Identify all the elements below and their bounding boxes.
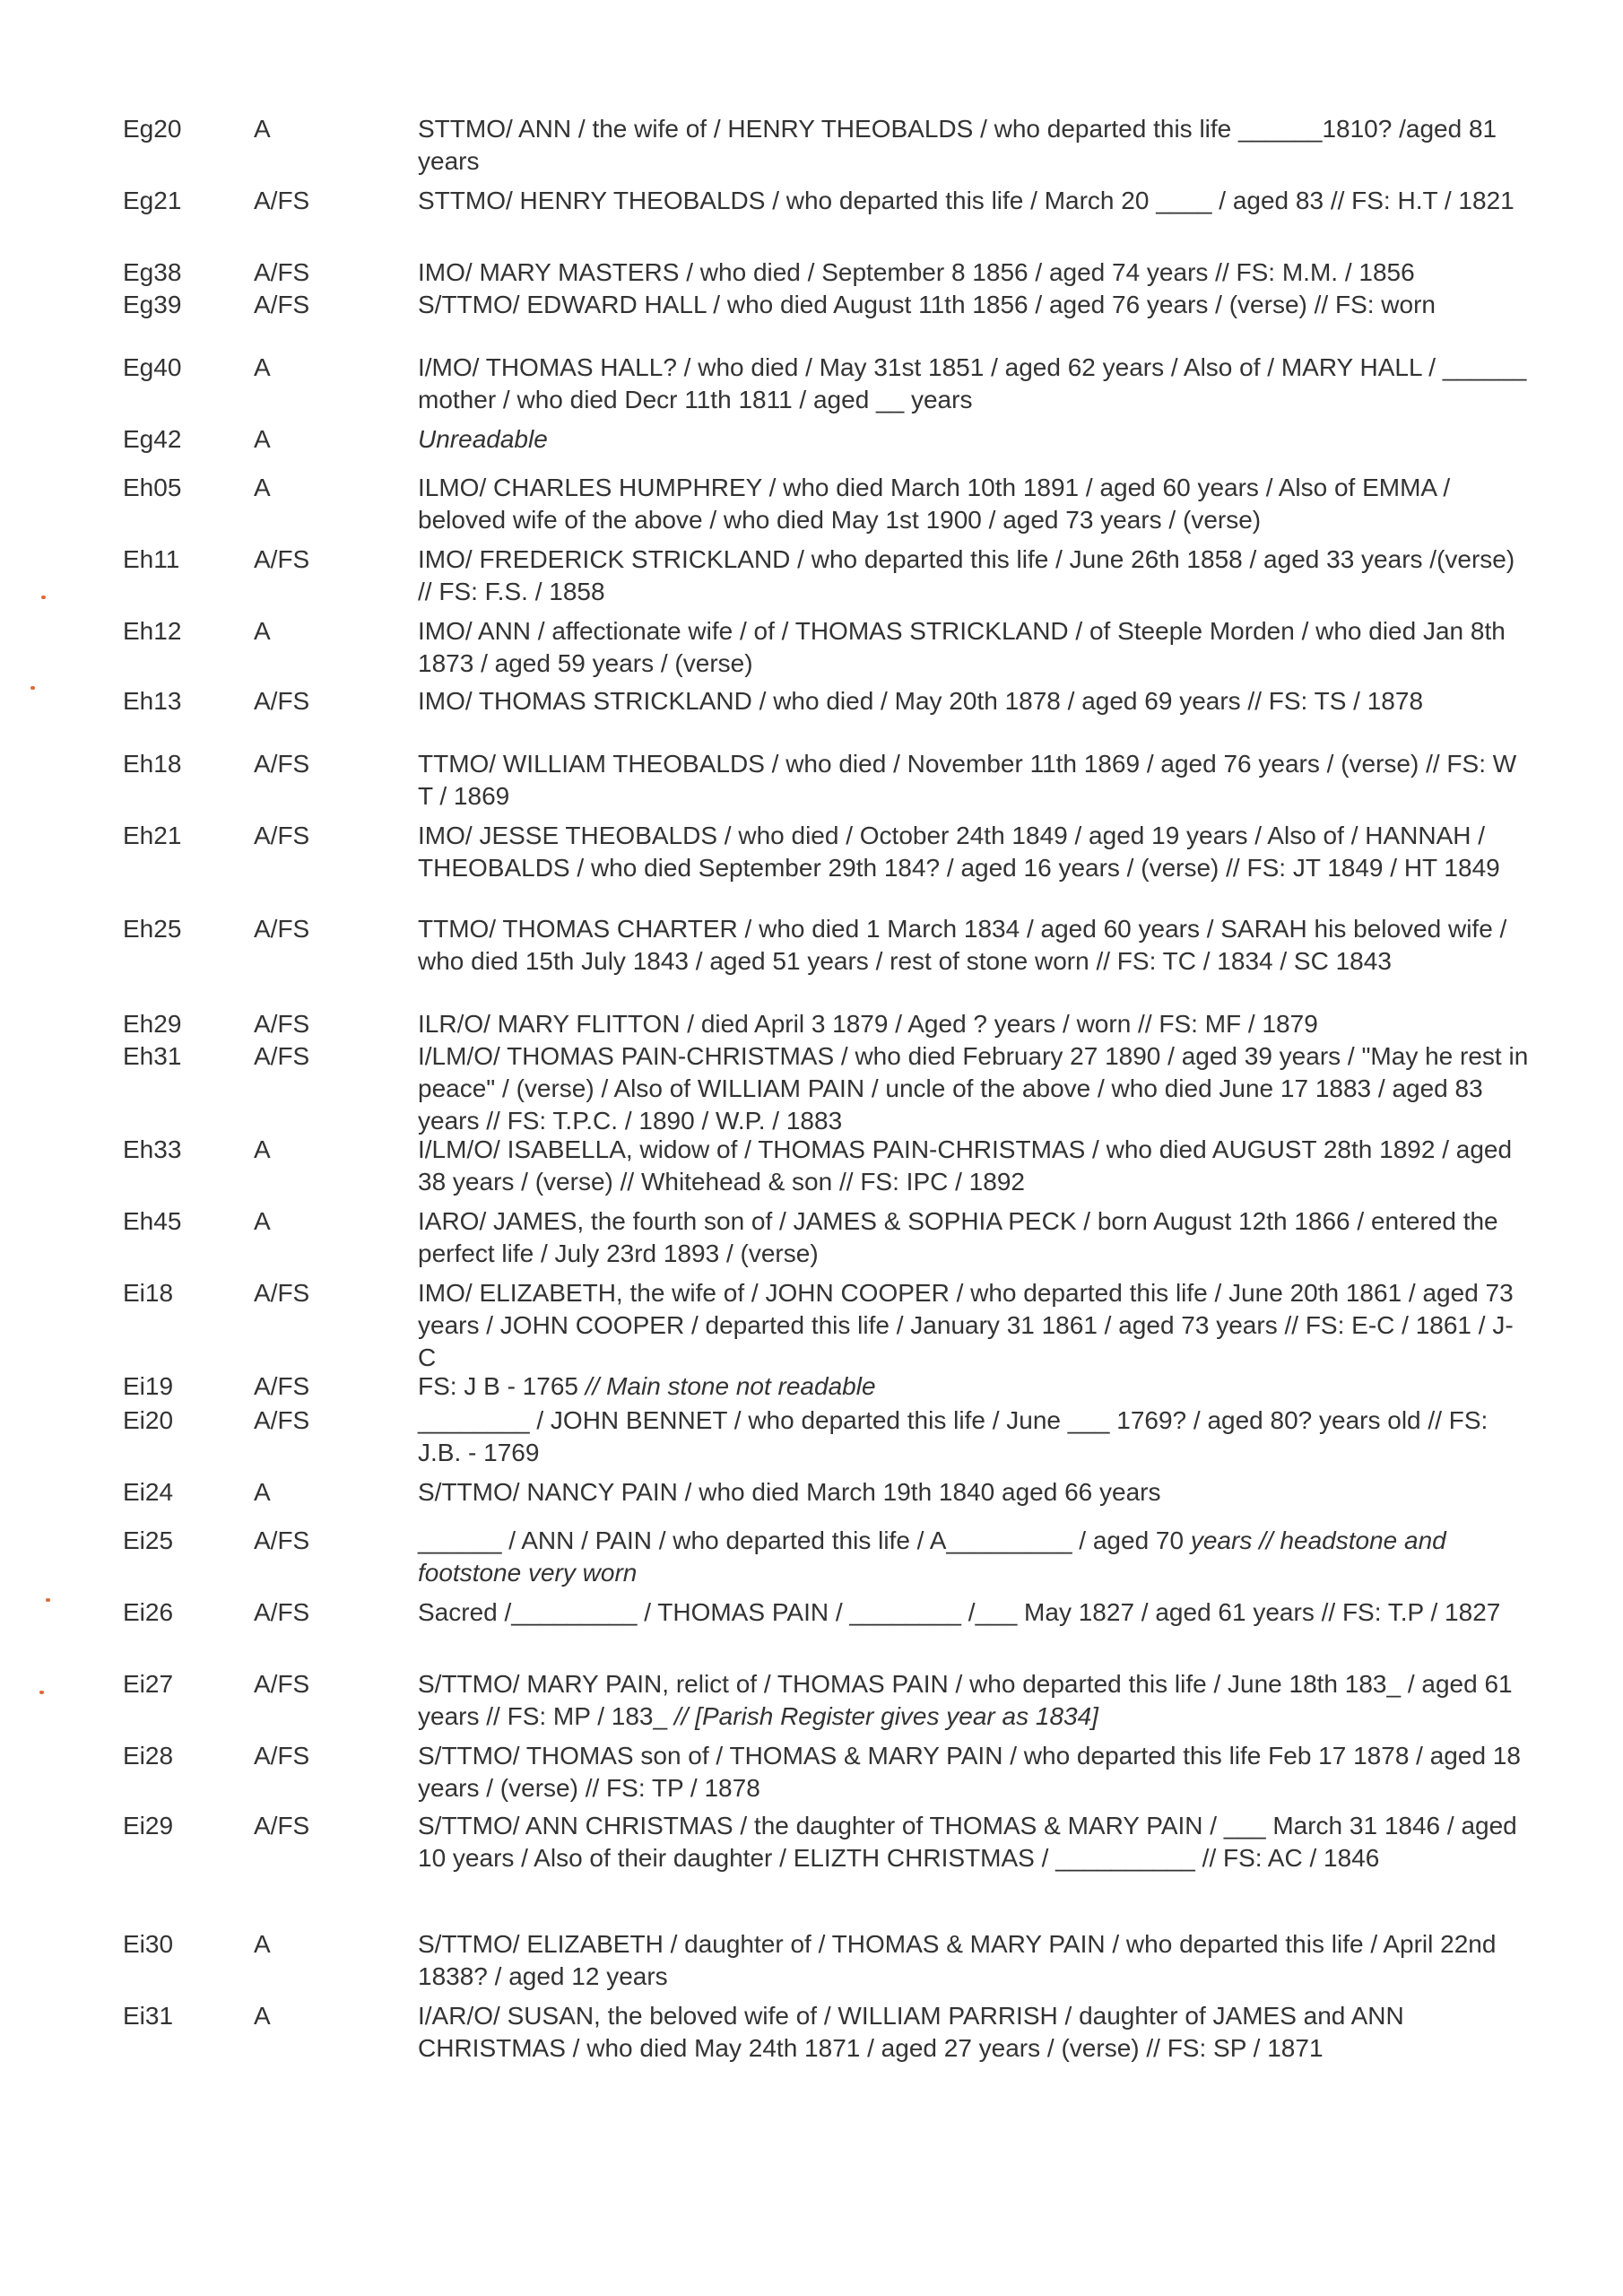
scan-speck xyxy=(39,1691,44,1694)
entry-ref: Eh25 xyxy=(123,915,182,943)
entry-type: A xyxy=(254,425,271,453)
entry-inscription xyxy=(418,1525,1530,1589)
entry-ref: Ei31 xyxy=(123,2002,174,2030)
entry-type: A xyxy=(254,1930,271,1958)
entry-note: // [Parish Register gives year as 1834] xyxy=(673,1702,1098,1730)
entry-type: A/FS xyxy=(254,258,310,286)
scan-speck xyxy=(41,596,46,599)
entry-ref: Eh11 xyxy=(123,545,180,573)
entry-note: years // headstone and footstone very worn xyxy=(418,1526,1446,1587)
entry-inscription: I/MO/ THOMAS HALL? / who died / May 31st 1851 / aged 62 years / Also of / MARY HALL / ______ mother / who died Decr 11th 1811 / aged __ years xyxy=(418,353,1527,413)
entry-inscription: IMO/ THOMAS STRICKLAND / who died / May 20th 1878 / aged 69 years // FS: TS / 1878 xyxy=(418,687,1424,715)
entry-ref: Eg21 xyxy=(123,187,182,214)
entry-type: A/FS xyxy=(254,822,310,849)
entry-inscription: ________ / JOHN BENNET / who departed this life / June ___ 1769? / aged 80? years old // FS: J.B. - 1769 xyxy=(418,1406,1488,1466)
entry-inscription: IMO/ ANN / affectionate wife / of / THOMAS STRICKLAND / of Steeple Morden / who died Jan 8th 1873 / aged 59 years / (verse) xyxy=(418,617,1506,677)
entry-type: A/FS xyxy=(254,750,310,778)
entry-inscription: STTMO/ ANN / the wife of / HENRY THEOBALDS / who departed this life ______1810? /aged 81 years xyxy=(418,115,1497,175)
entry-inscription-text: FS: J B - 1765 xyxy=(418,1372,586,1400)
entry-type: A/FS xyxy=(254,1372,310,1400)
entry-inscription xyxy=(418,1370,1530,1403)
entry-ref: Ei20 xyxy=(123,1406,174,1434)
scan-speck xyxy=(46,1598,50,1602)
entry-inscription: TTMO/ WILLIAM THEOBALDS / who died / November 11th 1869 / aged 76 years / (verse) // FS: W T / 1869 xyxy=(418,750,1517,810)
entry-inscription: S/TTMO/ NANCY PAIN / who died March 19th 1840 aged 66 years xyxy=(418,1478,1161,1506)
entry-ref: Ei24 xyxy=(123,1478,174,1506)
entry-ref: Eg40 xyxy=(123,353,182,381)
entry-ref: Eg42 xyxy=(123,425,182,453)
entry-ref: Eh45 xyxy=(123,1207,182,1235)
entry-inscription: IARO/ JAMES, the fourth son of / JAMES & SOPHIA PECK / born August 12th 1866 / entered the perfect life / July 23rd 1893 / (verse) xyxy=(418,1207,1498,1267)
entry-type: A/FS xyxy=(254,1406,310,1434)
entry-type: A/FS xyxy=(254,1526,310,1554)
entry-type: A/FS xyxy=(254,1010,310,1038)
entry-ref: Ei18 xyxy=(123,1279,174,1307)
entry-inscription-text: ______ / ANN / PAIN / who departed this life / A_________ / aged 70 xyxy=(418,1526,1191,1554)
entry-type: A/FS xyxy=(254,915,310,943)
entry-inscription: IMO/ ELIZABETH, the wife of / JOHN COOPER / who departed this life / June 20th 1861 / aged 73 years / JOHN COOPER / departed this life / January 31 1861 / aged 73 years // FS: E-C / 1861 / J-C xyxy=(418,1279,1514,1371)
entry-type: A xyxy=(254,1207,271,1235)
entry-ref: Eh05 xyxy=(123,474,182,501)
entry-type: A/FS xyxy=(254,1670,310,1698)
entry-ref: Eh31 xyxy=(123,1042,182,1070)
entry-inscription: S/TTMO/ EDWARD HALL / who died August 11th 1856 / aged 76 years / (verse) // FS: worn xyxy=(418,291,1436,318)
entry-type: A xyxy=(254,2002,271,2030)
entry-type: A xyxy=(254,1478,271,1506)
entry-inscription: I/LM/O/ THOMAS PAIN-CHRISTMAS / who died February 27 1890 / aged 39 years / "May he rest in peace" / (verse) / Also of WILLIAM PAIN / uncle of the above / who died June 17 1883 / aged 83 years // FS: T.P.C. / 1890 / W.P. / 1883 xyxy=(418,1042,1529,1135)
entry-inscription: ILR/O/ MARY FLITTON / died April 3 1879 / Aged ? years / worn // FS: MF / 1879 xyxy=(418,1010,1318,1038)
entry-inscription: Sacred /_________ / THOMAS PAIN / ________ /___ May 1827 / aged 61 years // FS: T.P / 1827 xyxy=(418,1598,1501,1626)
entry-ref: Eg20 xyxy=(123,115,182,143)
entry-inscription: ILMO/ CHARLES HUMPHREY / who died March 10th 1891 / aged 60 years / Also of EMMA / beloved wife of the above / who died May 1st 1900 / aged 73 years / (verse) xyxy=(418,474,1451,534)
entry-ref: Eh33 xyxy=(123,1135,182,1163)
entry-ref: Eh12 xyxy=(123,617,182,645)
entry-type: A/FS xyxy=(254,545,310,573)
entry-inscription: Unreadable xyxy=(418,425,548,453)
entry-ref: Ei26 xyxy=(123,1598,174,1626)
entry-ref: Eh29 xyxy=(123,1010,182,1038)
entry-inscription: I/AR/O/ SUSAN, the beloved wife of / WILLIAM PARRISH / daughter of JAMES and ANN CHRISTMAS / who died May 24th 1871 / aged 27 years / (verse) // FS: SP / 1871 xyxy=(418,2002,1404,2062)
entry-type: A xyxy=(254,353,271,381)
entry-inscription: S/TTMO/ ELIZABETH / daughter of / THOMAS & MARY PAIN / who departed this life / April 22nd 1838? / aged 12 years xyxy=(418,1930,1497,1990)
entry-type: A/FS xyxy=(254,687,310,715)
entry-inscription: S/TTMO/ ANN CHRISTMAS / the daughter of THOMAS & MARY PAIN / ___ March 31 1846 / aged 10 years / Also of their daughter / ELIZTH CHRISTMAS / __________ // FS: AC / 1846 xyxy=(418,1812,1517,1872)
entry-ref: Ei27 xyxy=(123,1670,174,1698)
entry-ref: Eh18 xyxy=(123,750,182,778)
entry-type: A/FS xyxy=(254,187,310,214)
entry-ref: Eg38 xyxy=(123,258,182,286)
entry-inscription-text: S/TTMO/ MARY PAIN, relict of / THOMAS PAIN / who departed this life / June 18th 183_ / aged 61 years // FS: MP / 183_ xyxy=(418,1670,1513,1730)
entry-type: A xyxy=(254,617,271,645)
entry-type: A xyxy=(254,474,271,501)
entry-inscription: STTMO/ HENRY THEOBALDS / who departed this life / March 20 ____ / aged 83 // FS: H.T / 1821 xyxy=(418,187,1515,214)
entry-ref: Ei19 xyxy=(123,1372,174,1400)
entry-type: A/FS xyxy=(254,1042,310,1070)
entry-type: A/FS xyxy=(254,1812,310,1839)
entry-inscription: S/TTMO/ THOMAS son of / THOMAS & MARY PAIN / who departed this life Feb 17 1878 / aged 18 years / (verse) // FS: TP / 1878 xyxy=(418,1742,1521,1802)
scan-speck xyxy=(30,686,35,690)
entry-ref: Ei29 xyxy=(123,1812,174,1839)
entry-ref: Eh21 xyxy=(123,822,182,849)
entry-type: A/FS xyxy=(254,291,310,318)
entry-ref: Ei28 xyxy=(123,1742,174,1770)
entry-ref: Ei30 xyxy=(123,1930,174,1958)
entry-type: A/FS xyxy=(254,1279,310,1307)
entry-type: A xyxy=(254,1135,271,1163)
entry-note: // Main stone not readable xyxy=(585,1372,876,1400)
entry-ref: Eh13 xyxy=(123,687,182,715)
entry-inscription: TTMO/ THOMAS CHARTER / who died 1 March 1834 / aged 60 years / SARAH his beloved wife / who died 15th July 1843 / aged 51 years / rest of stone worn // FS: TC / 1834 / SC 1843 xyxy=(418,915,1507,975)
entry-inscription: IMO/ FREDERICK STRICKLAND / who departed this life / June 26th 1858 / aged 33 years /(verse) // FS: F.S. / 1858 xyxy=(418,545,1515,605)
entry-type: A/FS xyxy=(254,1742,310,1770)
entry-type: A xyxy=(254,115,271,143)
entry-type: A/FS xyxy=(254,1598,310,1626)
entry-inscription: IMO/ JESSE THEOBALDS / who died / October 24th 1849 / aged 19 years / Also of / HANNAH / THEOBALDS / who died September 29th 184? / aged 16 years / (verse) // FS: JT 1849 / HT 1849 xyxy=(418,822,1500,882)
entry-ref: Eg39 xyxy=(123,291,182,318)
entry-inscription: I/LM/O/ ISABELLA, widow of / THOMAS PAIN-CHRISTMAS / who died AUGUST 28th 1892 / aged 38 years / (verse) // Whitehead & son // FS: IPC / 1892 xyxy=(418,1135,1513,1196)
entry-inscription xyxy=(418,1668,1530,1733)
entry-ref: Ei25 xyxy=(123,1526,174,1554)
entry-inscription: IMO/ MARY MASTERS / who died / September 8 1856 / aged 74 years // FS: M.M. / 1856 xyxy=(418,258,1415,286)
